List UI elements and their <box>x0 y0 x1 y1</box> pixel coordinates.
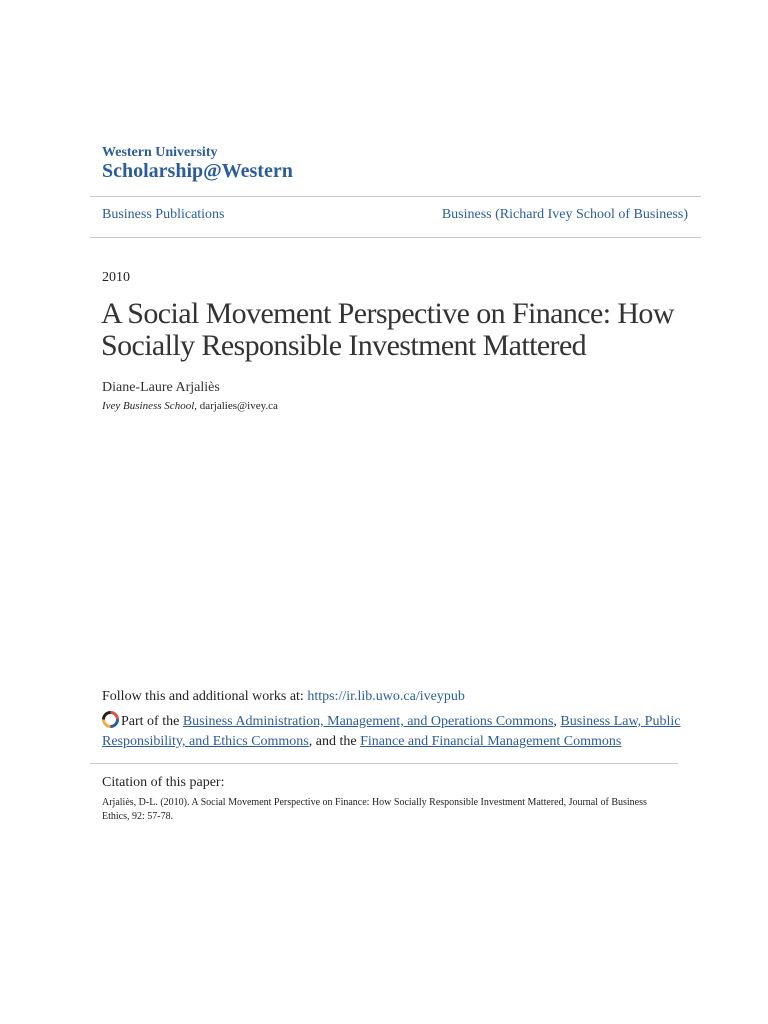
part-of-commons <box>102 711 682 752</box>
commons-link-business-admin[interactable]: Business Administration, Management, and Operations Commons <box>182 714 554 729</box>
affiliation-institution: Ivey Business School <box>102 400 195 412</box>
commons-link-business-law[interactable]: Business Law, Public Responsibility, and Ethics Commons <box>102 714 681 749</box>
author-affiliation <box>102 400 278 412</box>
citation-heading: Citation of this paper: <box>102 775 225 790</box>
commons-link-finance[interactable]: Finance and Financial Management Commons <box>360 734 622 749</box>
divider-citation <box>90 763 678 764</box>
breadcrumb-business-school[interactable]: Business (Richard Ivey School of Business) <box>441 207 688 222</box>
follow-line <box>102 689 465 705</box>
author-name: Diane-Laure Arjaliès <box>102 380 220 395</box>
part-of-prefix: Part of the <box>121 714 183 729</box>
repository-name[interactable]: Scholarship@Western <box>102 160 293 182</box>
publication-year: 2010 <box>102 270 130 285</box>
author-email: darjalies@ivey.ca <box>199 400 278 412</box>
repository-url-link[interactable]: https://ir.lib.uwo.ca/iveypub <box>307 689 465 704</box>
breadcrumb-business-publications[interactable]: Business Publications <box>102 207 225 222</box>
paper-title: A Social Movement Perspective on Finance: How Socially Responsible Investment Mattered <box>101 297 674 362</box>
divider-middle <box>90 237 701 238</box>
follow-label: Follow this and additional works at: <box>102 689 308 704</box>
divider-top <box>90 196 701 197</box>
affiliation-separator: , <box>194 400 200 412</box>
bepress-commons-icon <box>102 711 119 728</box>
part-of-separator-1: , <box>553 714 561 729</box>
university-name: Western University <box>102 145 218 160</box>
citation-text: Arjaliès, D-L. (2010). A Social Movement Perspective on Finance: How Socially Responsible Investment Mattered, Journal of Business Ethics, 92: 57-78. <box>102 797 647 822</box>
part-of-separator-2: , and the <box>308 734 361 749</box>
